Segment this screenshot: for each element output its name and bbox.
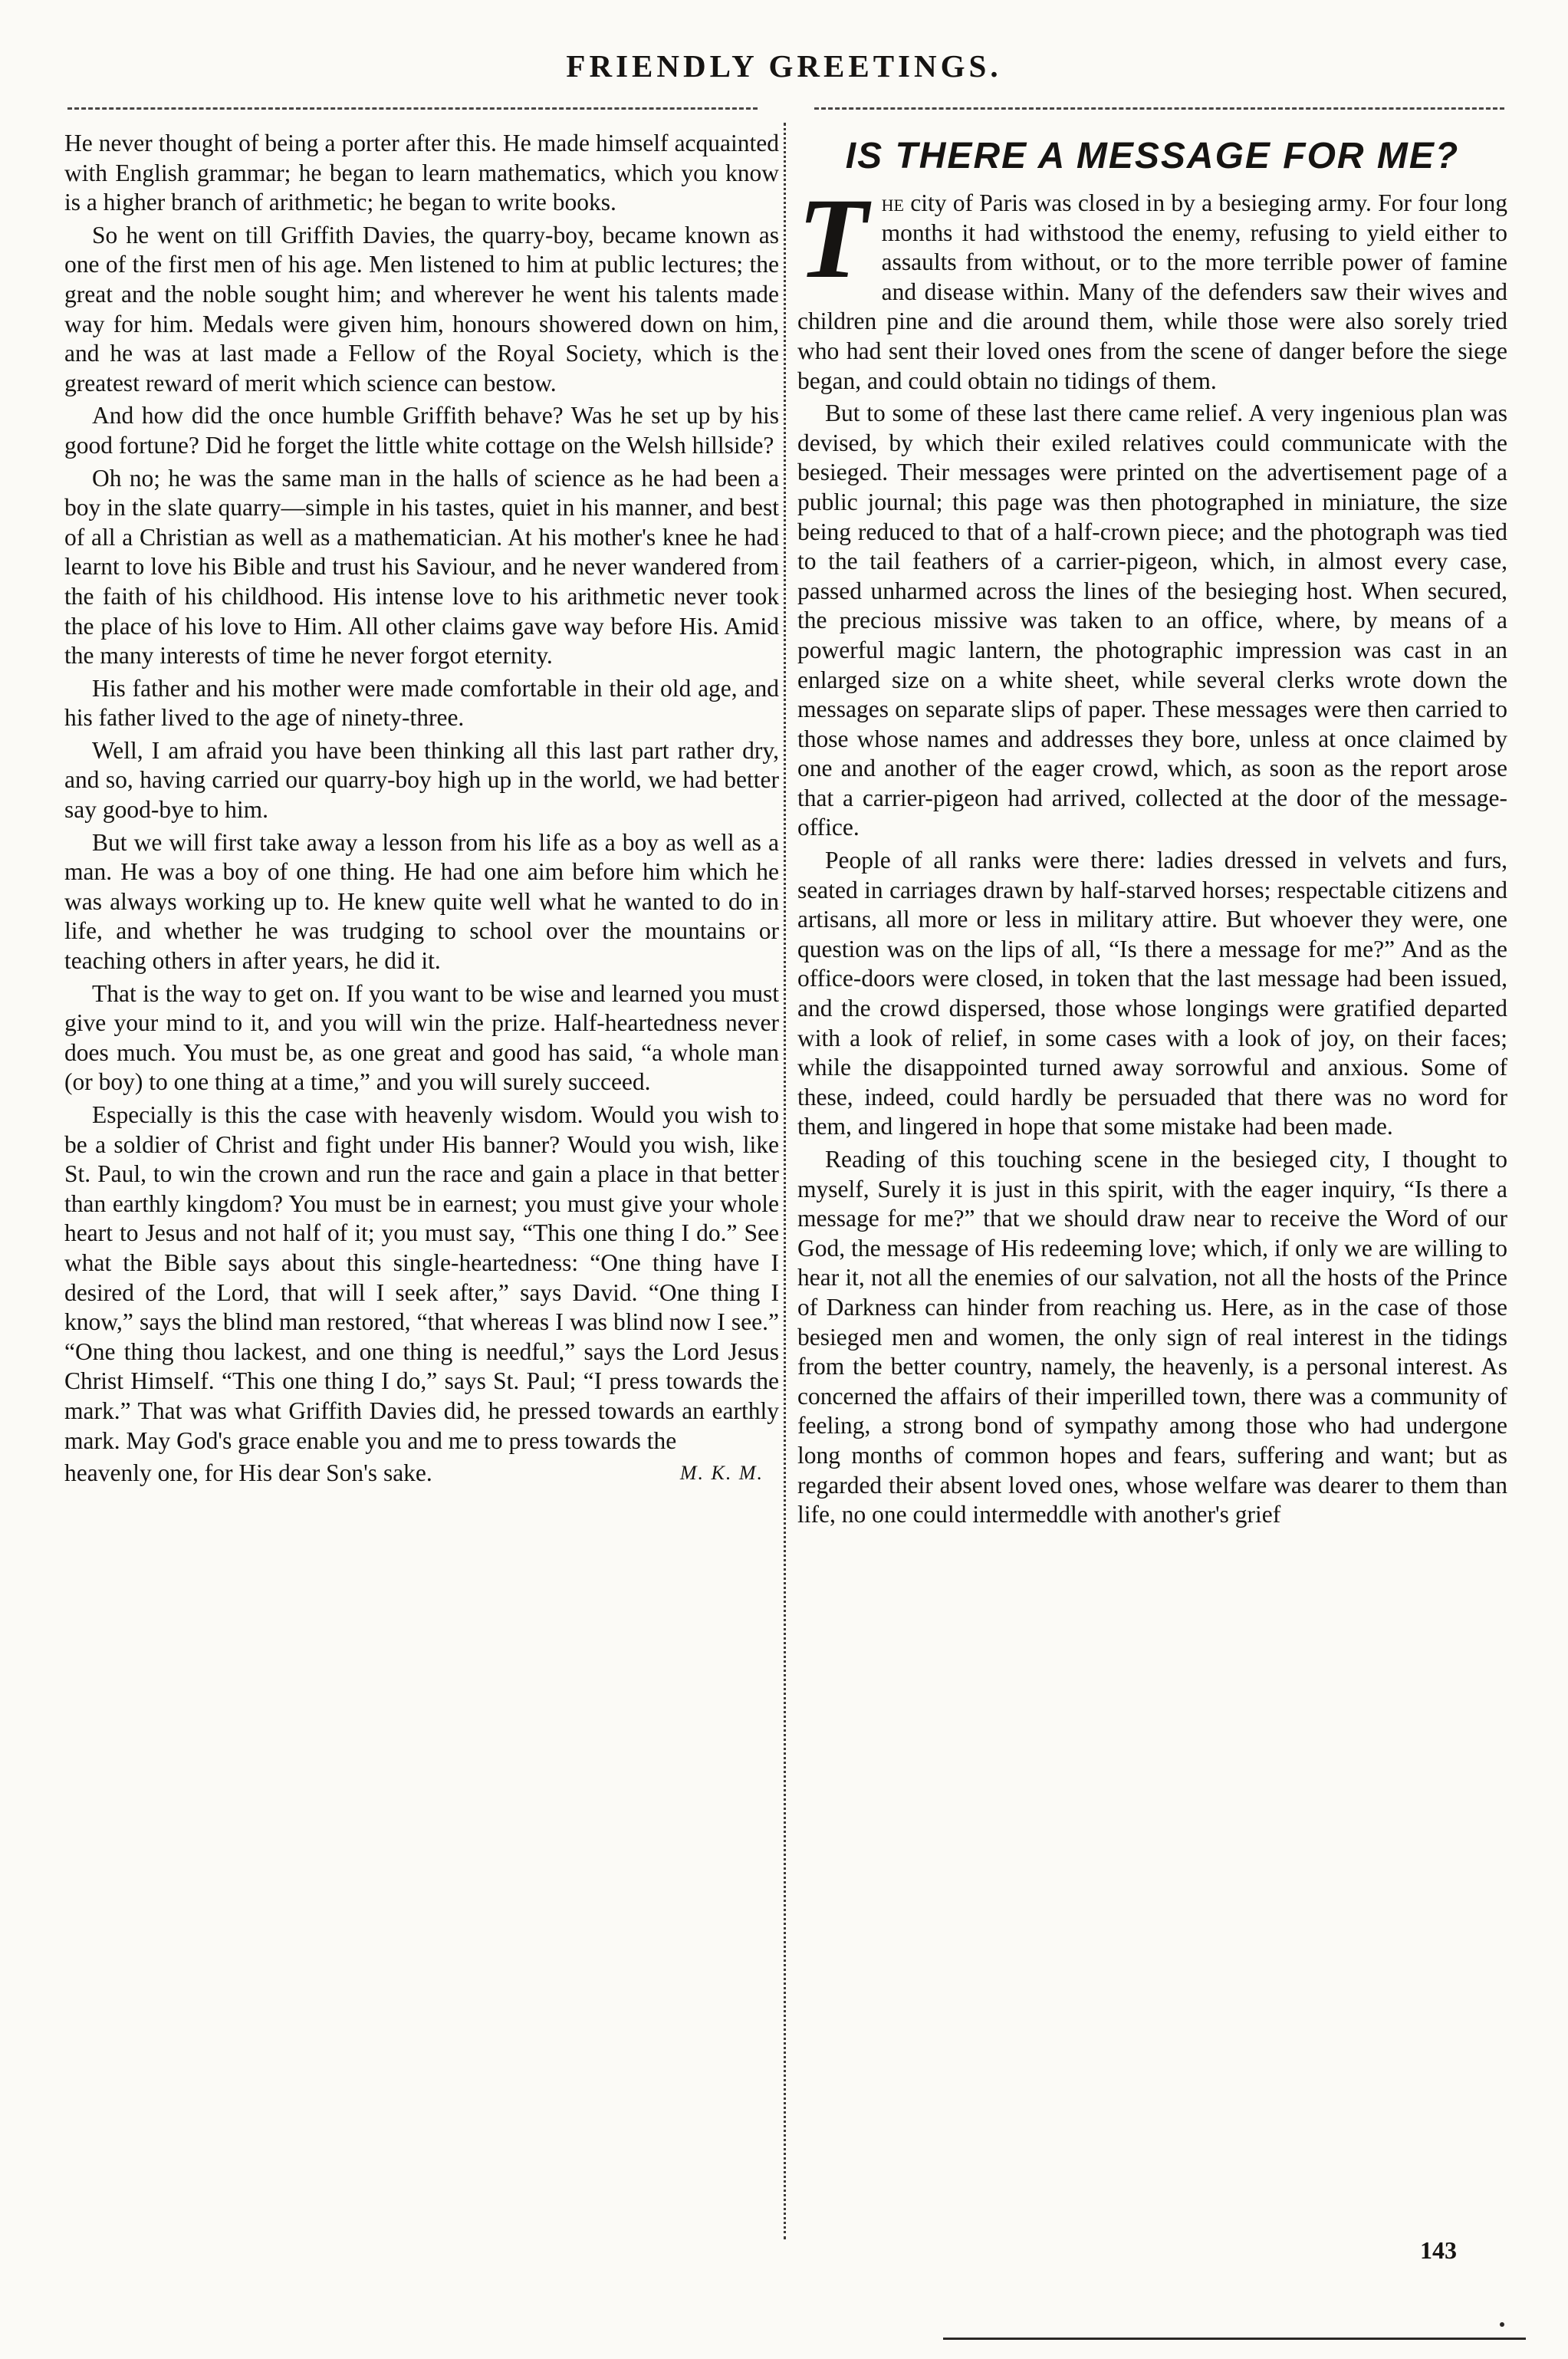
article-title: IS THERE A MESSAGE FOR ME? xyxy=(845,136,1460,176)
header-rule-right xyxy=(814,107,1504,110)
left-paragraph: Well, I am afraid you have been thinking all this last part rather dry, and so, having carried our quarry-boy high up in the world, we had better say good-bye to him. xyxy=(64,736,779,824)
left-paragraph: And how did the once humble Griffith behave? Was he set up by his good fortune? Did he forget the little white cottage on the Welsh hillside? xyxy=(64,402,779,459)
right-paragraph: Reading of this touching scene in the besieged city, I thought to myself, Surely it is just in this spirit, with the eager inquiry, “Is there a message for me?” that we should draw near to receive the Word of our God, the message of His redeeming love; which, if only we are willing to hear it, not all the enemies of our salvation, not all the hosts of the Prince of Darkness can hinder from reaching us. Here, as in the case of those besieged men and women, the only sign of real interest in the tidings from the better country, namely, the heavenly, is a personal interest. As concerned the affairs of their imperilled town, there was a community of feeling, a strong bond of sympathy among those who had undergone long months of common hopes and fears, suffering and want; but as regarded their absent loved ones, whose welfare was dearer to them than life, no one could intermeddle with another's grief xyxy=(797,1146,1507,1528)
drop-cap: T xyxy=(797,175,868,302)
right-paragraph: But to some of these last there came relief. A very ingenious plan was devised, by which their exiled relatives could communicate with the besieged. Their messages were printed on the advertisement page of a public journal; this page was then photographed in miniature, the size being reduced to that of a half-crown piece; and the photograph was tied to the tail feathers of a carrier-pigeon, which, in almost every case, passed unharmed across the lines of the besieging host. When secured, the precious missive was taken to an office, where, by means of a powerful magic lantern, the photographic impression was cast in an enlarged size on a white sheet, while several clerks wrote down the messages on separate slips of paper. These messages were then carried to those whose names and addresses they bore, unless at once claimed by one and another of the eager crowd, which, as soon as the report arose that a carrier-pigeon had arrived, collected at the door of the message-office. xyxy=(797,400,1507,841)
right-column xyxy=(797,129,1507,1533)
closing-text: heavenly one, for His dear Son's sake. xyxy=(64,1459,432,1487)
left-paragraph: He never thought of being a porter after this. He made himself acquainted with English grammar; he began to learn mathematics, which you know is a higher branch of arithmetic; he began to write books. xyxy=(64,130,779,216)
left-paragraph: That is the way to get on. If you want to be wise and learned you must give your mind to it, and you will win the prize. Half-heartedness never does much. You must be, as one great and good has said, “a whole man (or boy) to one thing at a time,” and you will surely succeed. xyxy=(64,979,779,1096)
left-paragraph: His father and his mother were made comfortable in their old age, and his father lived to the age of ninety-three. xyxy=(64,674,779,732)
footer-rule xyxy=(943,2338,1526,2340)
closing-line xyxy=(64,1459,779,1489)
page-number: 143 xyxy=(1420,2236,1457,2264)
column-divider xyxy=(784,123,786,2239)
left-paragraph: Oh no; he was the same man in the halls of science as he had been a boy in the slate quarry—simple in his tastes, quiet in his manner, and best of all a Christian as well as a mathematician. At his mother's knee he had learnt to love his Bible and trust his Saviour, and he never wandered from the faith of his childhood. His intense love to his arithmetic never took the place of his love to Him. All other claims gave way before His. Amid the many interests of time he never forgot eternity. xyxy=(64,464,779,670)
right-paragraph: People of all ranks were there: ladies dressed in velvets and furs, seated in carriages drawn by half-starved horses; respectable citizens and artisans, all more or less in military attire. But whoever they were, one question was on the lips of all, “Is there a message for me?” And as the office-doors were closed, in token that the last message had been issued, and the crowd dispersed, those whose longings were gratified departed with a look of relief, in some cases with a look of joy, on their faces; while the disappointed turned away sorrowful and anxious. Some of these, indeed, could hardly be persuaded that there was no word for them, and lingered in hope that some mistake had been made. xyxy=(797,847,1507,1140)
opening-smallcaps: he xyxy=(881,189,904,216)
left-paragraph: But we will first take away a lesson from his life as a boy as well as a man. He was a boy of one thing. He had one aim before him which he was always working up to. He knew quite well what he wanted to do in life, and whether he was trudging to school over the mountains or teaching others in after years, he did it. xyxy=(64,828,779,975)
left-paragraph: Especially is this the case with heavenly wisdom. Would you wish to be a soldier of Christ and fight under His banner? Would you wish, like St. Paul, to win the crown and run the race and gain a place in that better than earthly kingdom? You must be in earnest; you must give your whole heart to Jesus and not half of it; you must say, “This one thing I do.” See what the Bible says about this single-heartedness: “One thing have I desired of the Lord, that will I seek after,” says David. “One thing I know,” says the blind man restored, “that whereas I was blind now I see.” “One thing thou lackest, and one thing is needful,” says the Lord Jesus Christ Himself. “This one thing I do,” says St. Paul; “I press towards the mark.” That was what Griffith Davies did, he pressed towards an earthly mark. May God's grace enable you and me to press towards the xyxy=(64,1101,779,1454)
footer-mark xyxy=(1500,2322,1504,2327)
right-first-paragraph xyxy=(797,175,1507,396)
header-rule-left xyxy=(67,107,758,110)
left-paragraph: So he went on till Griffith Davies, the quarry-boy, became known as one of the first men of his age. Men listened to him at public lectures; the great and the noble sought him; and wherever he went his talents made way for him. Medals were given him, honours showered down on him, and he was at last made a Fellow of the Royal Society, which is the greatest reward of merit which science can bestow. xyxy=(64,221,779,396)
opening-text: city of Paris was closed in by a besieging army. For four long months it had withstood the enemy, refusing to yield either to assaults from without, or to the more terrible power of famine and disease within. Many of the defenders saw their wives and children pine and die around them, while those were also sorely tried who had sent their loved ones from the scene of danger before the siege began, and could obtain no tidings of them. xyxy=(797,189,1507,394)
left-column xyxy=(64,129,779,1489)
author-signature: M. K. M. xyxy=(679,1462,764,1485)
running-head: FRIENDLY GREETINGS. xyxy=(566,48,1002,84)
